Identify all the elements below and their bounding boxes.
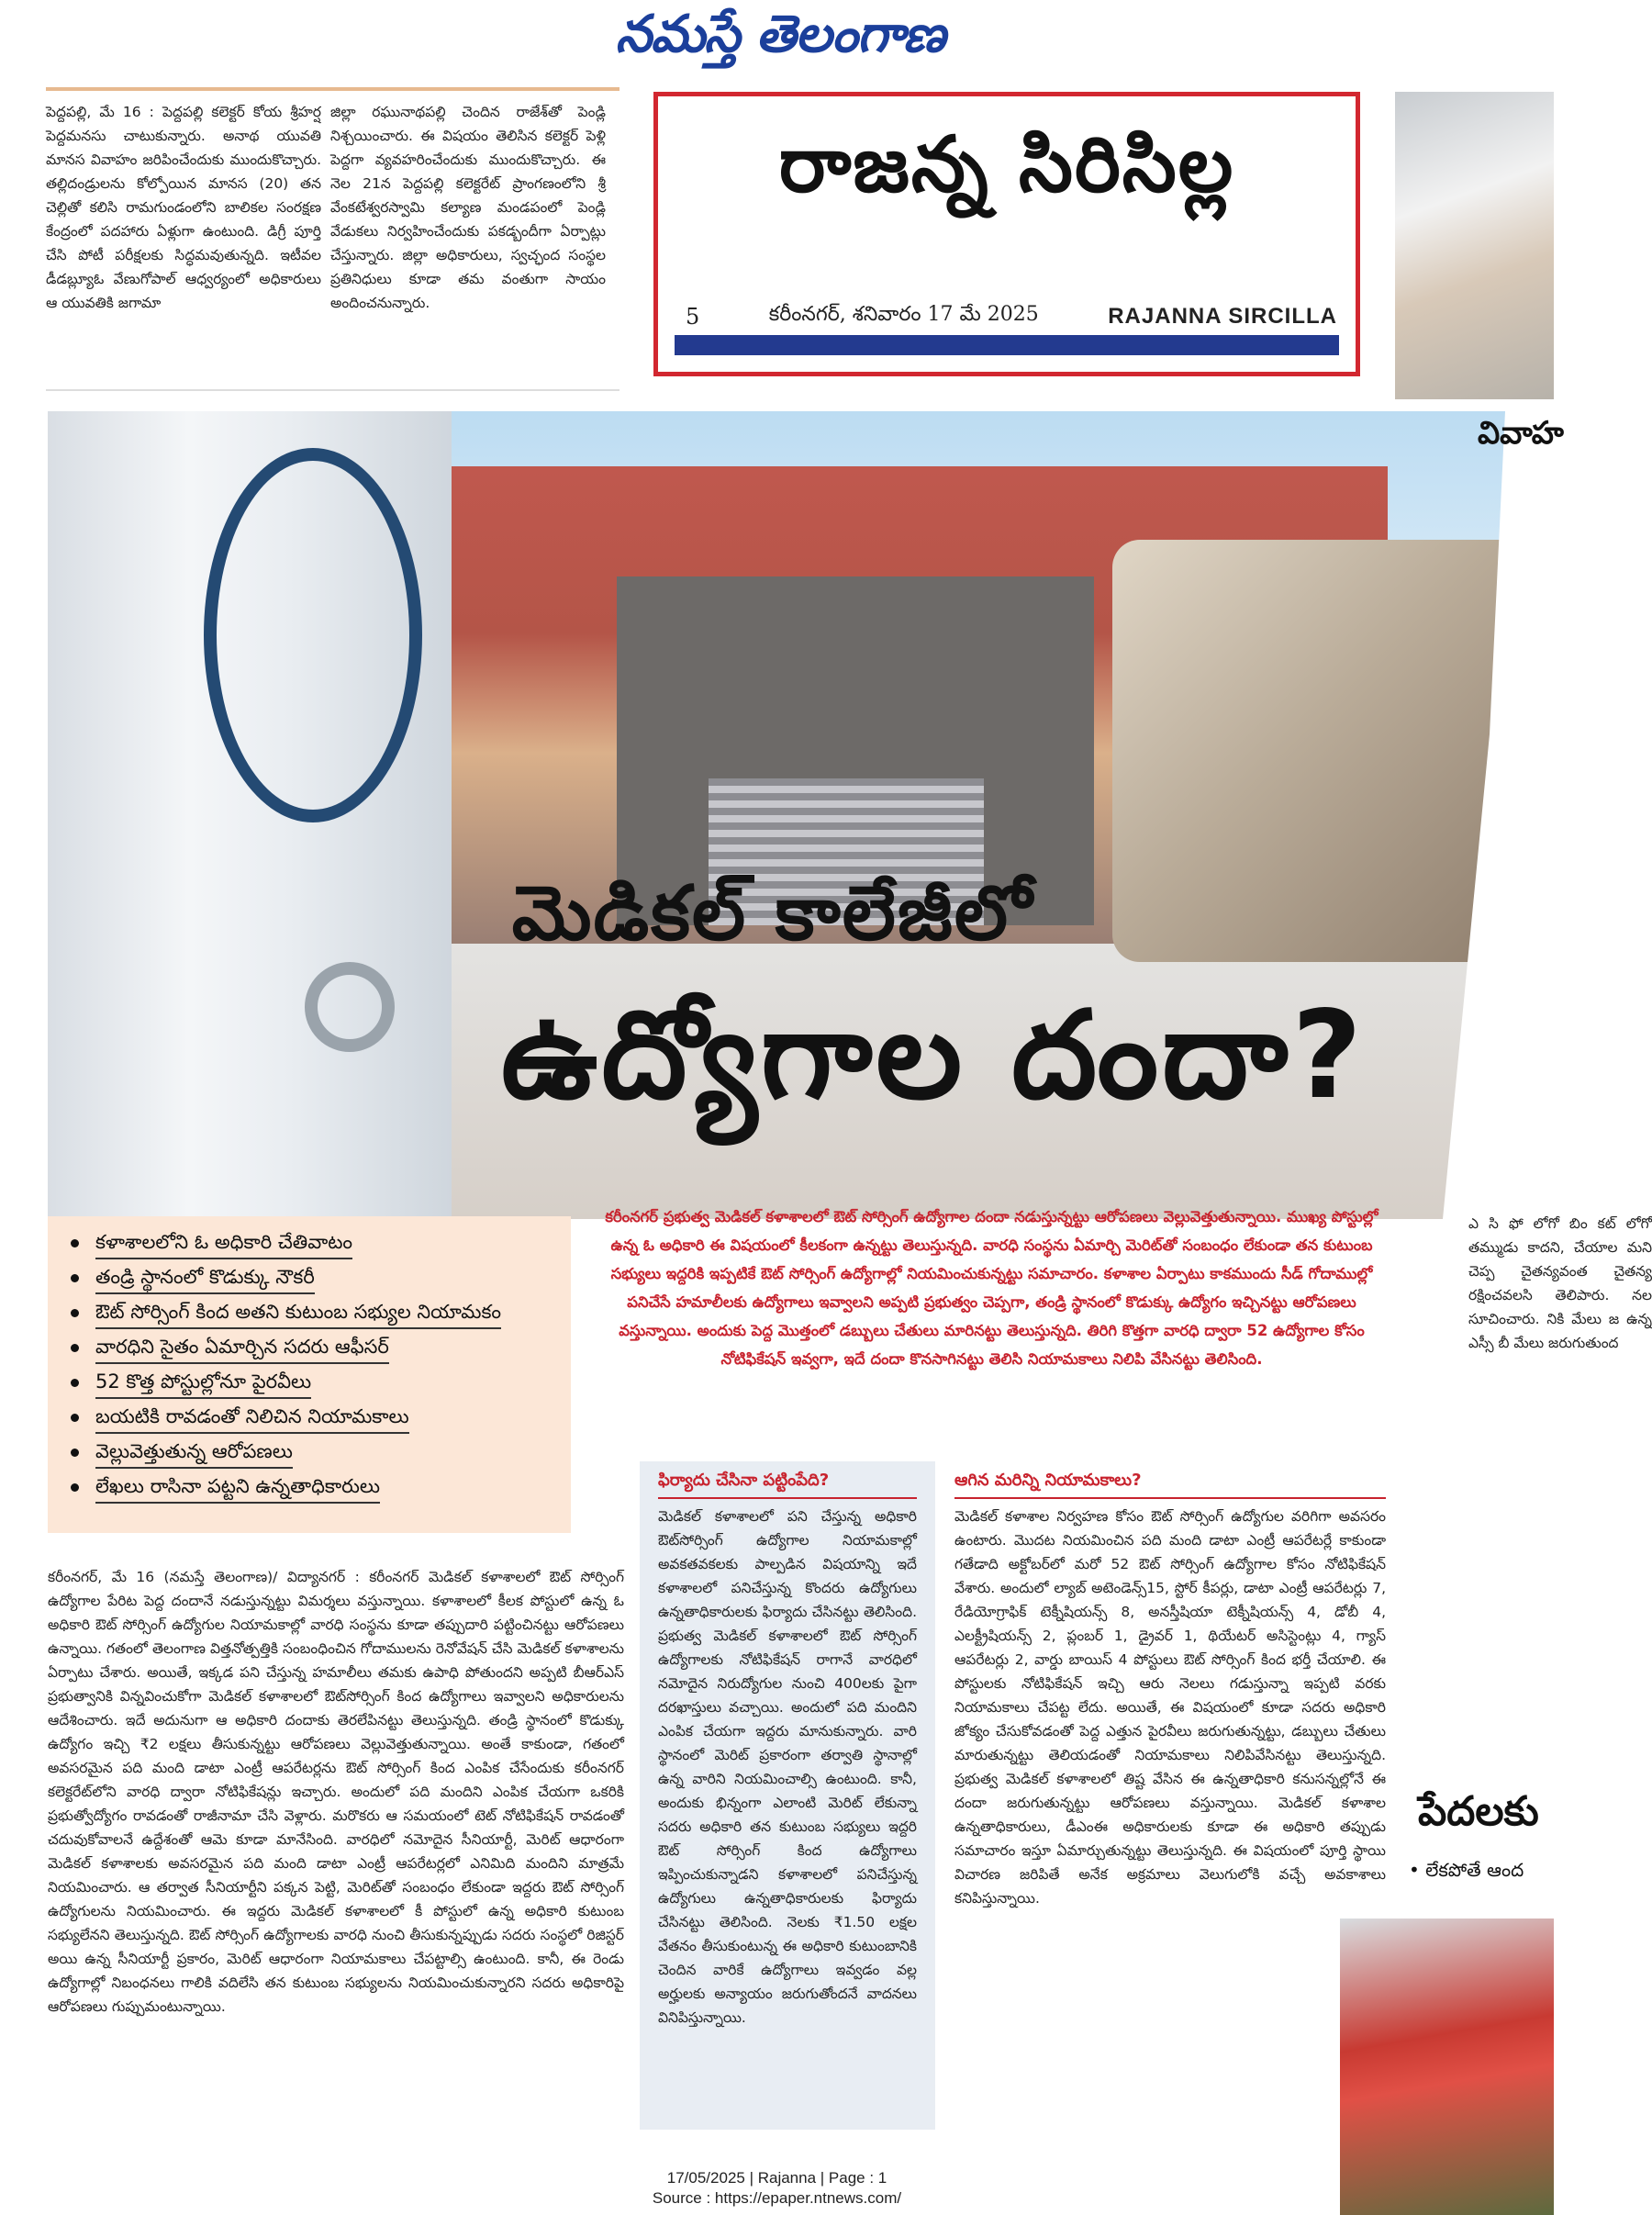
hero-graphic [48, 411, 1553, 1219]
highlight-item: తండ్రి స్థానంలో కొడుక్కు నౌకరీ [71, 1260, 553, 1295]
page-footer [0, 2168, 1554, 2209]
highlight-item: లేఖలు రాసినా పట్టని ఉన్నతాధికారులు [71, 1470, 553, 1505]
top-right-photo [1395, 92, 1554, 399]
masthead-logo[interactable]: నమస్తే తెలంగాణ [615, 4, 945, 64]
highlights-box [48, 1216, 571, 1533]
bullet-icon [71, 1309, 79, 1317]
footer-source-link[interactable]: Source : https://epaper.ntnews.com/ [652, 2189, 902, 2207]
highlight-item: బయటికి రావడంతో నిలిచిన నియామకాలు [71, 1400, 553, 1435]
adjacent-story-clip [1468, 1212, 1652, 1836]
highlight-item: వారధిని సైతం ఏమార్చిన సదరు ఆఫీసర్ [71, 1330, 553, 1365]
sidebar-story-body: మెడికల్ కళాశాలలో పని చేస్తున్న అధికారి ఔట్‌సోర్సింగ్ ఉద్యోగాల నియామకాల్లో అవకతవకలకు పాల్పడిన విషయాన్ని ఇదే కళాశాలలో పనిచేస్తున్న కొందరు ఉద్యోగులు ఉన్నతాధికారులకు ఫిర్యాదు చేసినట్టు తెలిసింది. ప్రభుత్వ మెడికల్ కళాశాలలో ఔట్ సోర్సింగ్ ఉద్యోగాలకు నోటిఫికేషన్ రాగానే వారధిలో నమోదైన నిరుద్యోగుల నుంచి 400లకు పైగా దరఖాస్తులు వచ్చాయి. అందులో పది మందిని ఎంపిక చేయగా ఇద్దరు మానుకున్నారు. వారి స్థానంలో మెరిట్ ప్రకారంగా తర్వాతి స్థానాల్లో ఉన్న వారిని నియమించాల్సి ఉంటుంది. కానీ, అందుకు భిన్నంగా ఎలాంటి మెరిట్ లేకున్నా సదరు అధికారి తన కుటుంబ సభ్యులు ఇద్దరి ఔట్ సోర్సింగ్ కింద ఉద్యోగాలు ఇప్పించుకున్నాడని కళాశాలలో పనిచేస్తున్న ఉద్యోగులు ఉన్నతాధికారులకు ఫిర్యాదు చేసినట్టు తెలిసింది. నెలకు ₹1.50 లక్షల వేతనం తీసుకుంటున్న ఈ అధికారి కుటుంబానికి చెందిన వారికే ఉద్యోగాలు ఇవ్వడం వల్ల అర్హులకు అన్యాయం జరుగుతోందనే వాదనలు వినిపిస్తున్నాయి. [658, 1508, 917, 2026]
bullet-icon [71, 1414, 79, 1422]
dateline: కరీంనగర్, శనివారం 17 మే 2025 [768, 303, 1039, 326]
footer-date-page: 17/05/2025 | Rajanna | Page : 1 [666, 2169, 887, 2187]
right-clip-title: వివాహ [1478, 415, 1564, 452]
stethoscope-chestpiece-icon [305, 962, 395, 1052]
adjacent-headline: పేదలకు [1418, 1788, 1539, 1835]
adjacent-bullet: • లేకపోతే ఆంద [1409, 1859, 1524, 1881]
top-story [46, 87, 620, 391]
right-story-body: మెడికల్ కళాశాల నిర్వహణ కోసం ఔట్ సోర్సింగ్ ఉద్యోగుల వరిగిగా అవసరం ఉంటారు. మొదట నియమించిన పది మంది డాటా ఎంట్రీ ఆపరేటర్లే కాకుండా గతేడాది అక్టోబర్‌లో మరో 52 ఔట్ సోర్సింగ్ ఉద్యోగాల కోసం నోటిఫికేషన్ వేశారు. అందులో ల్యాబ్ అటెండెన్స్15, స్టోర్ కీపర్లు, డాటా ఎంట్రీ ఆపరేటర్లు 7, రేడియోగ్రాఫిక్ టెక్నీషియన్స్ 8, అనస్తీషియా టెక్నీషియన్స్ 4, డోబీ 4, ఎలక్ట్రీషియన్స్ 2, ప్లంబర్ 1, డ్రైవర్ 1, థియేటర్ అసిస్టెంట్లు 4, గ్యాస్ ఆపరేటర్లు 2, వార్డు బాయిస్ 4 పోస్టులు ఔట్ సోర్సింగ్ కింద భర్తీ చేయాలి. ఈ పోస్టులకు నోటిఫికేషన్ ఇచ్చి ఆరు నెలలు గడుస్తున్నా ఇప్పటి వరకు నియామకాలు చేపట్ట లేదు. అయితే, ఈ విషయంలో కూడా సదరు అధికారి జోక్యం చేసుకోవడంతో పెద్ద ఎత్తున పైరవీలు జరుగుతున్నట్టు, డబ్బులు చేతులు మారుతున్నట్టు తెలియడంతో నియామకాలు నిలిపివేసినట్టు తెలుస్తున్నది. ప్రభుత్వ మెడికల్ కళాశాలలో తిష్ట వేసిన ఈ ఉన్నతాధికారి కనుసన్నల్లోనే ఈ దందా జరుగుతున్నట్టు ఆరోపణలు వస్తున్నాయి. మెడికల్ కళాశాల ఉన్నతాధికారులు, డీఎంఈ అధికారులకు కూడా ఈ అధికారి తప్పుడు సమాచారం ఇస్తూ ఏమార్చుతున్నట్టు తెలుస్తున్నది. ఈ విషయంలో పూర్తి స్థాయి విచారణ జరిపితే అనేక అక్రమాలు వెలుగులోకి వచ్చే అవకాశాలు కనిపిస్తున్నాయి. [954, 1508, 1386, 1907]
stethoscope-icon [204, 448, 422, 822]
headline-line2: ఉద్యోగాల దందా? [500, 985, 1367, 1126]
page-number: 5 [686, 304, 700, 330]
main-story-body: కరీంనగర్, మే 16 (నమస్తే తెలంగాణ)/ విద్యానగర్ : కరీంనగర్ మెడికల్ కళాశాలలో ఔట్ సోర్సింగ్ ఉద్యోగాల పేరిట పెద్ద దందానే నడుస్తున్నట్టు విమర్శలు వస్తున్నాయి. కళాశాలలో కీలక పోస్టులో ఉన్న ఓ అధికారి ఔట్ సోర్సింగ్ ఉద్యోగుల నియామకాల్లో వారధి సంస్థను కూడా తప్పుదారి పట్టించినట్టు ఆరోపణలు ఉన్నాయి. గతంలో తెలంగాణ విత్తనోత్పత్తికి సంబంధించిన గోదాములను రెనోవేషన్ చేసి మెడికల్ కళాశాలను ఏర్పాటు చేశారు. అయితే, ఇక్కడ పని చేస్తున్న హమాలీలు తమకు ఉపాధి పోతుందని అప్పటి బీఆర్ఎస్ ప్రభుత్వానికి విన్నవించుకోగా మెడికల్ కళాశాలలో ఔట్‌సోర్సింగ్ కింద ఉద్యోగాలు ఇవ్వాలని అధికారులను ఆదేశించారు. ఇదే అదునుగా ఆ అధికారి దందాకు తెరలేపినట్టు తెలుస్తున్నది. తండ్రి స్థానంలో కొడుక్కు ఉద్యోగం ఇచ్చి ₹2 లక్షలు తీసుకున్నట్టు ఆరోపణలు వెల్లువెత్తుతున్నాయి. అంతే కాకుండా, గతంలో అవసరమైన పది మంది డాటా ఎంట్రీ ఆపరేటర్లను ఔట్ సోర్సింగ్ కింద ఎంపిక చేసేందుకు కరీంనగర్ కలెక్టరేట్‌లోని వారధి ద్వారా నోటిఫికేషన్లు ఇచ్చారు. అందులో పది మందిని ఎంపిక చేయగా ఒకరికి ప్రభుత్వోద్యోగం రావడంతో రాజీనామా చేసి వెళ్లారు. మరొకరు ఆ సమయంలో టెట్ నోటిఫికేషన్ రావడంతో చదువుకోవాలనే ఉద్దేశంతో ఆమె కూడా మానేసింది. వారధిలో నమోదైన సీనియార్టీ, మెరిట్ ఆధారంగా మెడికల్ కళాశాలకు అవసరమైన పది మంది డాటా ఎంట్రీ ఆపరేటర్లలో ఎనిమిది మందిని మాత్రమే నియమించారు. ఆ తర్వాత సీనియార్టీని పక్కన పెట్టి, మెరిట్‌తో సంబంధం లేకుండా ఇద్దరు ఔట్ సోర్సింగ్ ఉద్యోగులను నియమించారు. ఈ ఇద్దరు మెడికల్ కళాశాలలో కీ పోస్టులో ఉన్న అధికారి కుటుంబ సభ్యులేనని తెలుస్తున్నది. ఔట్ సోర్సింగ్ ఉద్యోగాలకు వారధి నుంచి తీసుకున్నప్పుడు సదరు సంస్థలో రిజిస్టర్ అయి ఉన్న సీనియార్టీ ప్రకారం, మెరిట్ ఆధారంగా నియామకాలు చేపట్టాల్సి ఉంటుంది. కానీ, ఈ రెండు ఉద్యోగాల్లో నిబంధనలు గాలికి వదిలేసి తన కుటుంబ సభ్యులను నియమించుకున్నారని సదరు అధికారిపై ఆరోపణలు గుప్పుమంటున్నాయి. [48, 1569, 624, 2015]
section-meta [686, 294, 1337, 340]
bullet-icon [71, 1449, 79, 1457]
bullet-icon [71, 1239, 79, 1247]
highlight-item: ఔట్ సోర్సింగ్ కింద అతని కుటుంబ సభ్యుల నియామకం [71, 1295, 553, 1330]
bullet-icon [71, 1379, 79, 1387]
story-intro: కరీంనగర్ ప్రభుత్వ మెడికల్ కళాశాలలో ఔట్ సోర్సింగ్ ఉద్యోగాల దందా నడుస్తున్నట్టు ఆరోపణలు వెల్లువెత్తుతున్నాయి. ముఖ్య పోస్టుల్లో ఉన్న ఓ అధికారి ఈ విషయంలో కీలకంగా ఉన్నట్టు తెలుస్తున్నది. వారధి సంస్థను ఏమార్చి మెరిట్‌తో సంబంధం లేకుండా తన కుటుంబ సభ్యులు ఇద్దరికి ఇప్పటికే ఔట్ సోర్సింగ్ ఉద్యోగాల్లో నియమించుకున్నట్టు సమాచారం. కళాశాల ఏర్పాటు కాకముందు సీడ్ గోదాముల్లో పనిచేసే హమాలీలకు ఉద్యోగాలు ఇవ్వాలని అప్పటి ప్రభుత్వం చెప్పగా, తండ్రి స్థానంలో కొడుక్కు ఉద్యోగం ఇచ్చినట్టు ఆరోపణలు వస్తున్నాయి. అందుకు పెద్ద మొత్తంలో డబ్బులు చేతులు మారినట్టు తెలుస్తున్నది. తిరిగి కొత్తగా వారధి ద్వారా 52 ఉద్యోగాల కోసం నోటిఫికేషన్ ఇవ్వగా, ఇదే దందా కొనసాగినట్టు తెలిసి నియామకాలు నిలిపి వేసినట్టు తెలిసింది. [605, 1208, 1379, 1368]
right-story [954, 1461, 1386, 1910]
doctor-photo [48, 411, 452, 1219]
adjacent-story-text: ఎ సి ఫో లోగో బిం కట్ లోగో తమ్ముడు కాదని, చేయాల మని చెప్ప చైతన్యవంత చైతన్య రక్షించవలసి తెలిపారు. నల సూచించారు. నికి మేలు జ ఉన్న ఎస్సీ బీ మేలు జరుగుతుంద [1468, 1215, 1652, 1351]
bullet-icon [71, 1483, 79, 1492]
right-story-heading: ఆగిన మరిన్ని నియామకాలు? [954, 1461, 1386, 1499]
highlight-item: కళాశాలలోని ఓ అధికారి చేతివాటం [71, 1225, 553, 1260]
headline-line1: మెడికల్ కాలేజీలో [511, 870, 1034, 957]
bullet-icon [71, 1274, 79, 1282]
section-bar [675, 335, 1339, 355]
top-story-col2: జిల్లా రఘునాథపల్లి చెందిన రాజేశ్‌తో పెండ్లి నిశ్చయించారు. ఈ విషయం తెలిసిన కలెక్టర్ పెళ్లి పెద్దగా వ్యవహరించేందుకు ముందుకొచ్చారు. ఈ నెల 21న పెద్దపల్లి కలెక్టరేట్ ప్రాంగణంలోని శ్రీ వేంకటేశ్వరస్వామి కల్యాణ మండపంలో పెండ్లి వేడుకలు నిర్వహించేందుకు పకడ్బందీగా ఏర్పాట్లు చేస్తున్నారు. జిల్లా అధికారులు, స్వచ్ఛంద సంస్థల ప్రతినిధులు కూడా తమ వంతుగా సాయం అందించనున్నారు. [330, 104, 606, 311]
sidebar-story-heading: ఫిర్యాదు చేసినా పట్టింపేది? [658, 1461, 917, 1499]
top-story-col1: పెద్దపల్లి, మే 16 : పెద్దపల్లి కలెక్టర్ కోయ శ్రీహర్ష పెద్దమనసు చాటుకున్నారు. అనాథ యువతి మానస వివాహం జరిపించేందుకు ముందుకొచ్చారు. తల్లిదండ్రులను కోల్పోయిన మానస (20) తన చెల్లితో కలిసి రామగుండంలోని బాలికల సంరక్షణ కేంద్రంలో పదహారు ఏళ్లుగా ఉంటుంది. డిగ్రీ పూర్తి చేసి పోటీ పరీక్షలకు సిద్ధమవుతున్నది. ఇటీవల డీడబ్ల్యూఓ వేణుగోపాల్ ఆధ్వర్యంలో అధికారులు ఆ యువతికి జగామా [46, 104, 321, 311]
bullet-icon [71, 1344, 79, 1352]
highlight-item: 52 కొత్త పోస్టుల్లోనూ పైరవీలు [71, 1365, 553, 1400]
section-title: రాజన్న సిరిసిల్ల [778, 119, 1235, 209]
highlight-item: వెల్లువెత్తుతున్న ఆరోపణలు [71, 1435, 553, 1470]
sidebar-story-box [640, 1461, 935, 2130]
section-name-en: RAJANNA SIRCILLA [1108, 304, 1337, 329]
section-header [653, 92, 1360, 376]
